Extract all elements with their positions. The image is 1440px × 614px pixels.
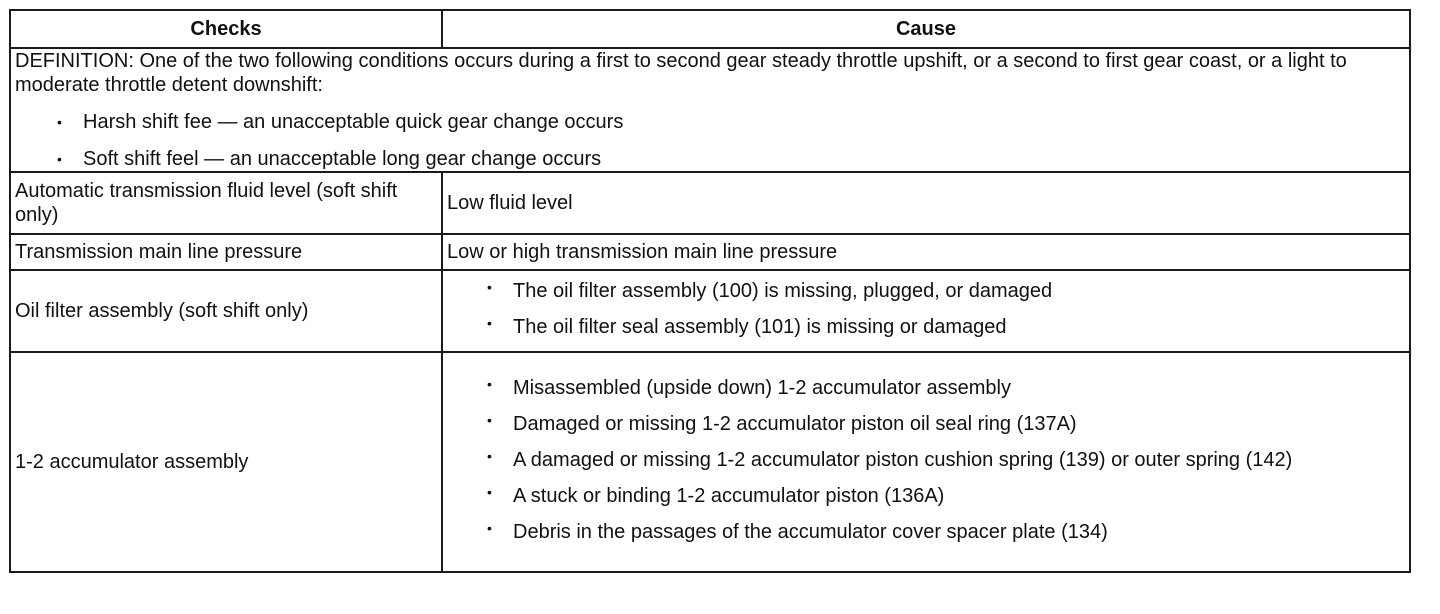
cause-bullet: • A damaged or missing 1-2 accumulator piston cushion spring (139) or outer spring (142) [447,444,1405,480]
cause-bullets [447,275,1405,347]
check-cell: 1-2 accumulator assembly [10,352,442,572]
cause-bullet: • A stuck or binding 1-2 accumulator piston (136A) [447,480,1405,516]
cause-cell [442,352,1410,572]
cause-header: Cause [442,10,1410,48]
definition-bullet: • Soft shift feel — an unacceptable long gear change occurs [15,147,1405,171]
definition-bullets [15,110,1405,171]
definition-text: DEFINITION: One of the two following conditions occurs during a first to second gear steady throttle upshift, or a second to first gear coast, or a light to moderate throttle detent downshift: [15,50,1347,96]
cause-bullet: • Debris in the passages of the accumulator cover spacer plate (134) [447,516,1405,552]
cause-bullet: • Misassembled (upside down) 1-2 accumulator assembly [447,372,1405,408]
check-cell: Automatic transmission fluid level (soft shift only) [10,172,442,234]
cause-cell [442,270,1410,352]
cause-bullet: • Damaged or missing 1-2 accumulator piston oil seal ring (137A) [447,408,1405,444]
table-row [10,270,1410,352]
header-row [10,10,1410,48]
definition-row [10,48,1410,172]
cause-bullet: • The oil filter seal assembly (101) is missing or damaged [447,311,1405,347]
definition-bullet: • Harsh shift fee — an unacceptable quick gear change occurs [15,110,1405,134]
checks-header: Checks [10,10,442,48]
cause-bullets [447,372,1405,552]
definition-cell [10,48,1410,172]
cause-cell: Low fluid level [442,172,1410,234]
cause-bullet: • The oil filter assembly (100) is missing, plugged, or damaged [447,275,1405,311]
check-cell: Oil filter assembly (soft shift only) [10,270,442,352]
diagnostic-table [9,9,1411,573]
table-row [10,234,1410,270]
table-row [10,352,1410,572]
check-cell: Transmission main line pressure [10,234,442,270]
table-row [10,172,1410,234]
cause-cell: Low or high transmission main line pressure [442,234,1410,270]
